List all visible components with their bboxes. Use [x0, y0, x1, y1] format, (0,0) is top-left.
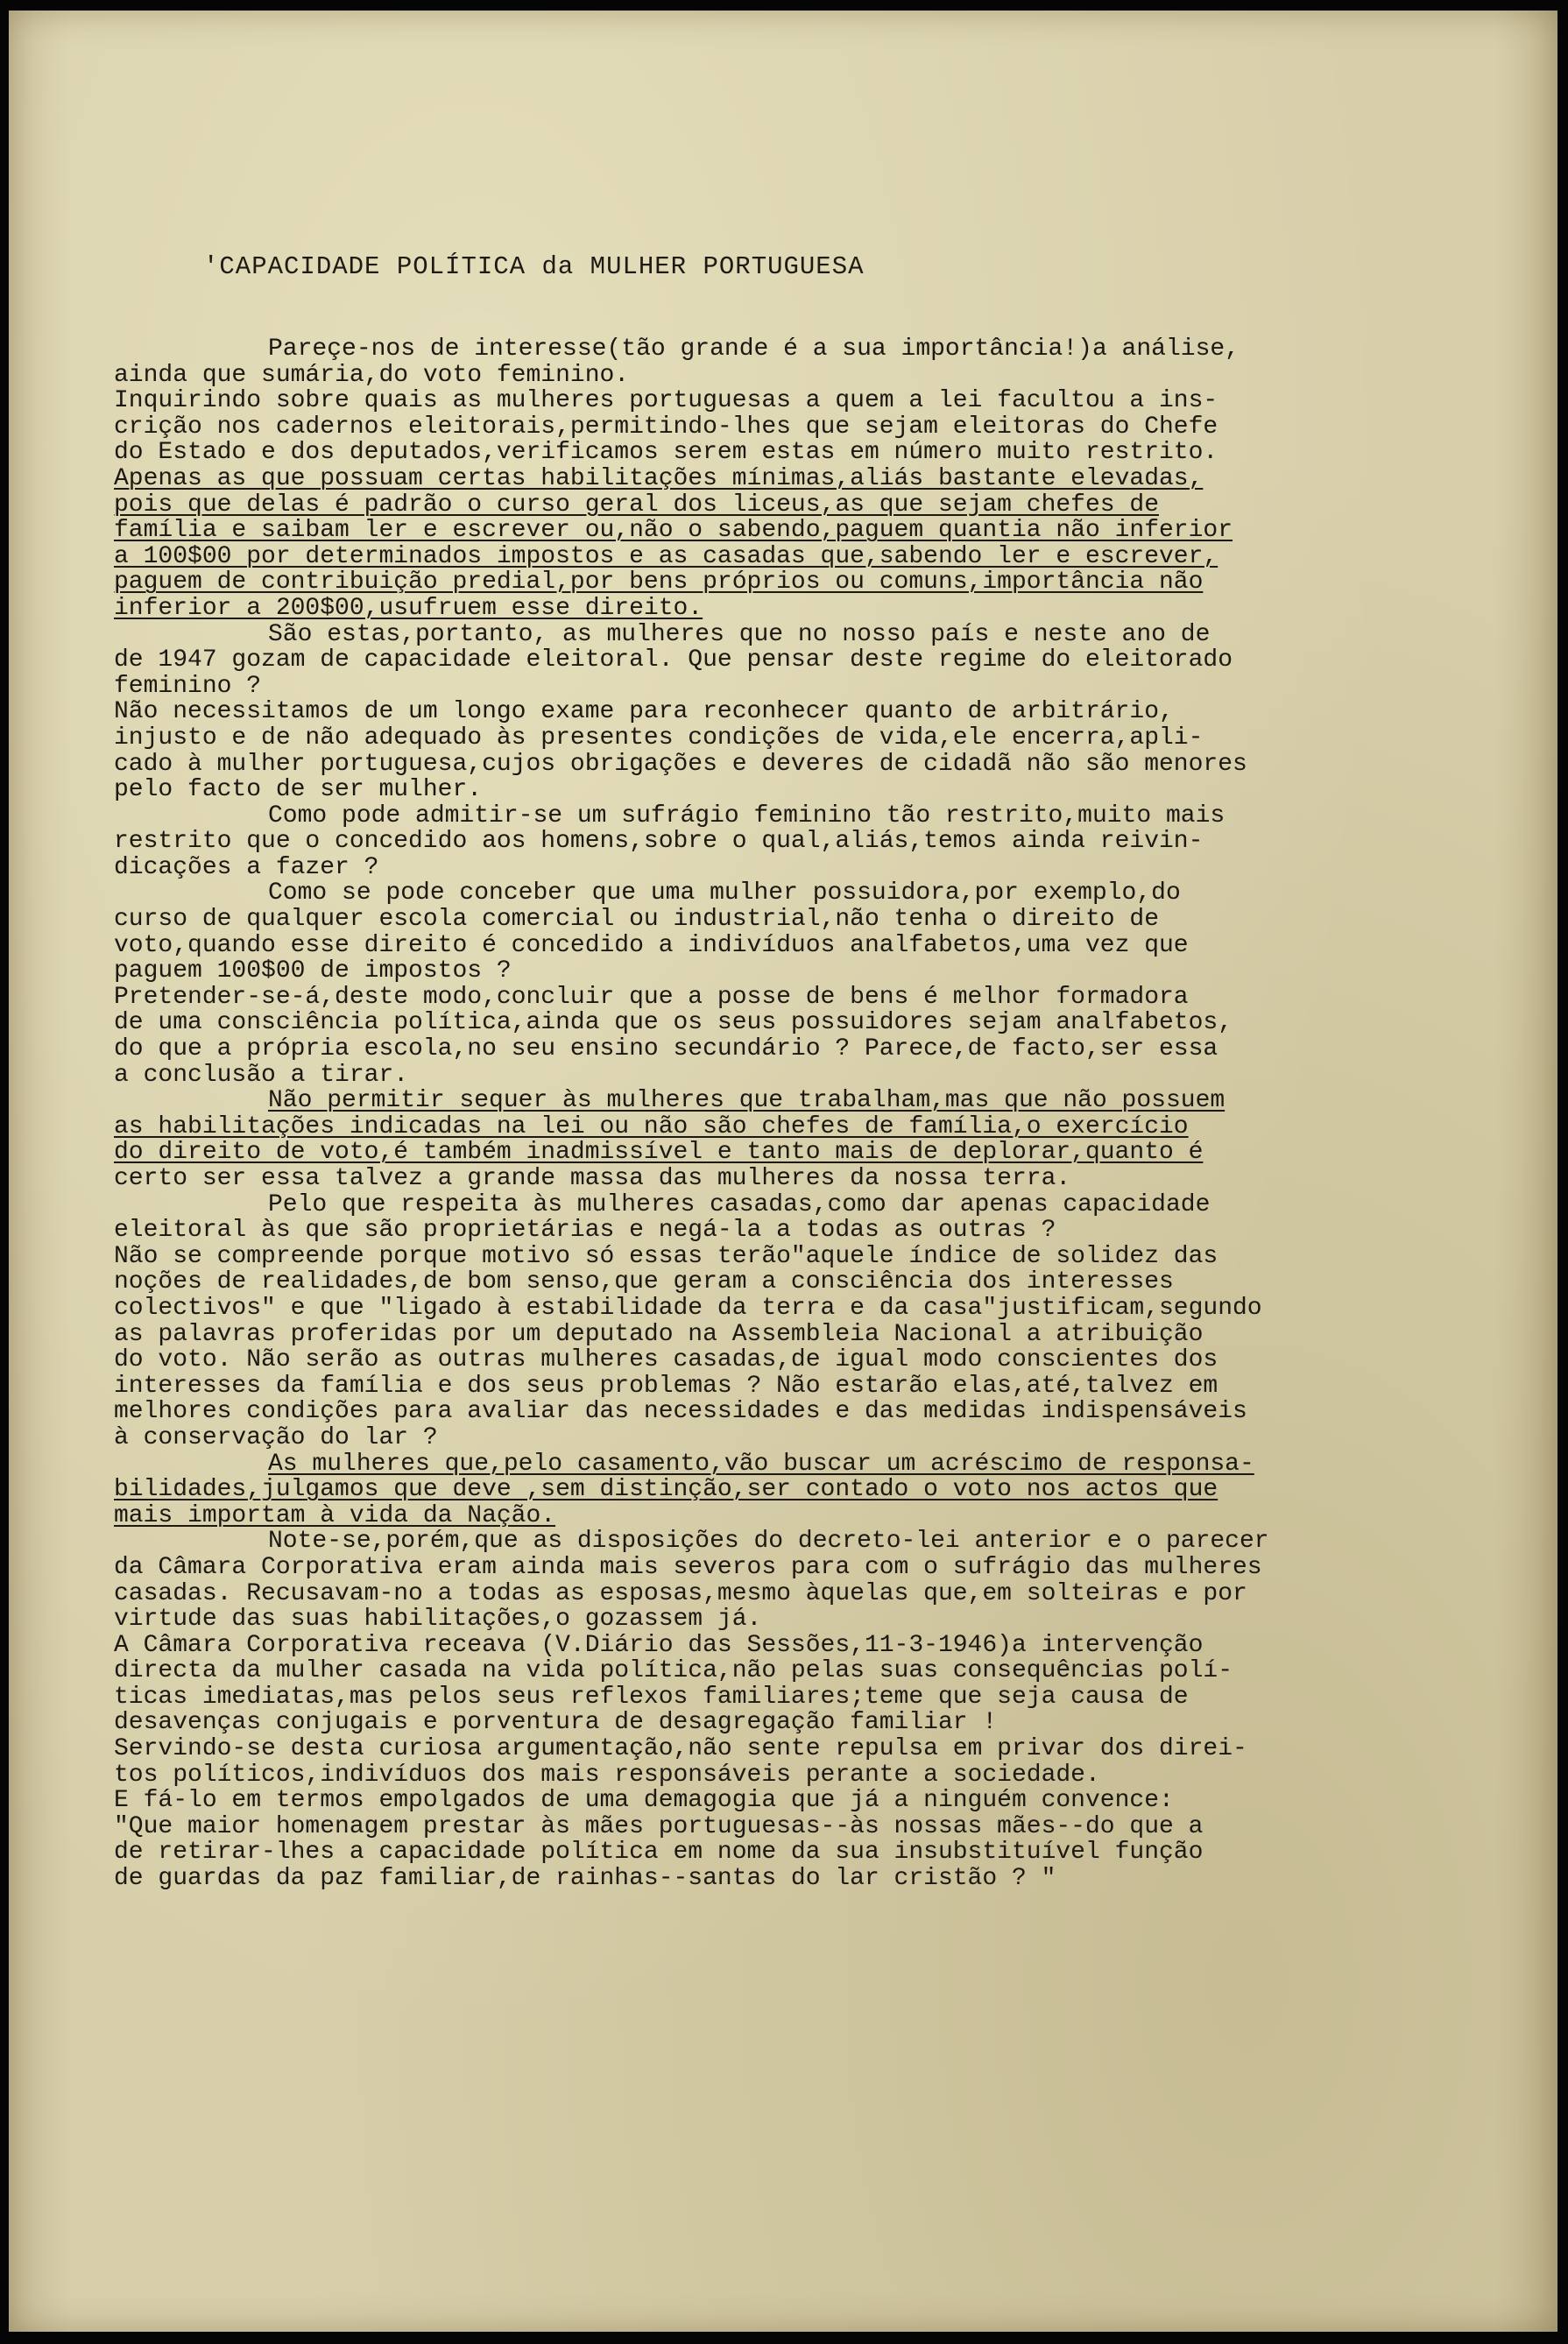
text-line: Não se compreende porque motivo só essas terão"aquele índice de solidez das [114, 1242, 1218, 1270]
text-line: colectivos" e que "ligado à estabilidade da terra e da casa"justificam,segundo [114, 1294, 1262, 1322]
text-line: da Câmara Corporativa eram ainda mais severos para com o sufrágio das mulheres [114, 1553, 1262, 1581]
text-line: "Que maior homenagem prestar às mães portuguesas--às nossas mães--do que a [114, 1812, 1204, 1840]
underlined-text: pois que delas é padrão o curso geral dos liceus,as que sejam chefes de [114, 491, 1159, 519]
page-title: 'CAPACIDADE POLÍTICA da MULHER PORTUGUESA [203, 252, 865, 281]
text-line [114, 596, 1480, 622]
text-line [114, 1140, 1480, 1166]
text-line [114, 1114, 1480, 1140]
text-line: Como se pode conceber que uma mulher possuidora,por exemplo,do [268, 879, 1181, 907]
text-line: crição nos cadernos eleitorais,permitindo-lhes que sejam eleitoras do Chefe [114, 413, 1218, 441]
text-line: virtude das suas habilitações,o gozassem já. [114, 1606, 762, 1634]
text-line: injusto e de não adequado às presentes condições de vida,ele encerra,apli- [114, 724, 1204, 752]
underlined-text: bilidades,julgamos que deve ,sem distinção,ser contado o voto nos actos que [114, 1476, 1218, 1504]
text-line [114, 518, 1480, 544]
text-line: feminino ? [114, 672, 262, 700]
text-line: a conclusão a tirar. [114, 1061, 409, 1089]
text-line [114, 544, 1480, 570]
text-line [114, 492, 1480, 519]
text-line [114, 1451, 1480, 1478]
text-line: do que a própria escola,no seu ensino secundário ? Parece,de facto,ser essa [114, 1035, 1218, 1063]
text-line: de 1947 gozam de capacidade eleitoral. Que pensar deste regime do eleitorado [114, 646, 1233, 674]
text-line [114, 1477, 1480, 1503]
text-line: Pelo que respeita às mulheres casadas,como dar apenas capacidade [268, 1190, 1211, 1218]
text-line: pelo facto de ser mulher. [114, 776, 483, 804]
text-line: curso de qualquer escola comercial ou industrial,não tenha o direito de [114, 906, 1159, 934]
text-line: de uma consciência política,ainda que os seus possuidores sejam analfabetos, [114, 1009, 1233, 1037]
underlined-text: do direito de voto,é também inadmissível e tanto mais de deplorar,quanto é [114, 1139, 1204, 1167]
text-line: ainda que sumária,do voto feminino. [114, 361, 630, 389]
document-page [9, 11, 1557, 2332]
text-line: à conservação do lar ? [114, 1423, 438, 1451]
document-body [114, 336, 1480, 1892]
underlined-text: a 100$00 por determinados impostos e as casadas que,sabendo ler e escrever, [114, 542, 1218, 570]
underlined-text: mais importam à vida da Nação. [114, 1501, 556, 1529]
text-line: dicações a fazer ? [114, 853, 379, 881]
underlined-text: as habilitações indicadas na lei ou não são chefes de família,o exercício [114, 1112, 1189, 1140]
text-line: Note-se,porém,que as disposições do decreto-lei anterior e o parecer [268, 1528, 1269, 1556]
text-line: de retirar-lhes a capacidade política em nome da sua insubstituível função [114, 1839, 1204, 1867]
text-line: Pretender-se-á,deste modo,concluir que a posse de bens é melhor formadora [114, 983, 1189, 1011]
text-line: ticas imediatas,mas pelos seus reflexos familiares;teme que seja causa de [114, 1683, 1189, 1711]
text-line: Pareçe-nos de interesse(tão grande é a sua importância!)a análise, [268, 335, 1240, 363]
underlined-text: As mulheres que,pelo casamento,vão buscar um acréscimo de responsa- [268, 1450, 1254, 1478]
text-line: tos políticos,indivíduos dos mais responsáveis perante a sociedade. [114, 1761, 1100, 1789]
text-line: casadas. Recusavam-no a todas as esposas,mesmo àquelas que,em solteiras e por [114, 1579, 1247, 1607]
text-line: cado à mulher portuguesa,cujos obrigações e deveres de cidadã não são menores [114, 750, 1247, 778]
text-line: voto,quando esse direito é concedido a indivíduos analfabetos,uma vez que [114, 931, 1189, 959]
underlined-text: família e saibam ler e escrever ou,não o sabendo,paguem quantia não inferior [114, 517, 1233, 545]
text-line: noções de realidades,de bom senso,que geram a consciência dos interesses [114, 1268, 1174, 1296]
text-line: do Estado e dos deputados,verificamos serem estas em número muito restrito. [114, 439, 1218, 467]
text-line: do voto. Não serão as outras mulheres casadas,de igual modo conscientes dos [114, 1346, 1218, 1374]
text-line [114, 466, 1480, 492]
text-line: eleitoral às que são proprietárias e negá-la a todas as outras ? [114, 1217, 1056, 1245]
text-line: São estas,portanto, as mulheres que no nosso país e neste ano de [268, 620, 1211, 648]
underlined-text: Apenas as que possuam certas habilitações mínimas,aliás bastante elevadas, [114, 464, 1204, 492]
underlined-text: inferior a 200$00,usufruem esse direito. [114, 594, 703, 622]
text-line: melhores condições para avaliar das necessidades e das medidas indispensáveis [114, 1398, 1247, 1426]
text-line: restrito que o concedido aos homens,sobre o qual,aliás,temos ainda reivin- [114, 828, 1204, 856]
text-line: Como pode admitir-se um sufrágio feminino tão restrito,muito mais [268, 801, 1225, 830]
text-line: Servindo-se desta curiosa argumentação,não sente repulsa em privar dos direi- [114, 1735, 1247, 1763]
text-line: certo ser essa talvez a grande massa das mulheres da nossa terra. [114, 1165, 1071, 1192]
text-line [114, 569, 1480, 596]
text-line: A Câmara Corporativa receava (V.Diário das Sessões,11-3-1946)a intervenção [114, 1631, 1204, 1659]
text-line: paguem 100$00 de impostos ? [114, 957, 512, 985]
text-line: interesses da família e dos seus problemas ? Não estarão elas,até,talvez em [114, 1372, 1218, 1400]
underlined-text: Não permitir sequer às mulheres que trabalham,mas que não possuem [268, 1087, 1225, 1115]
text-line: de guardas da paz familiar,de rainhas--santas do lar cristão ? " [114, 1865, 1056, 1893]
text-line: E fá-lo em termos empolgados de uma demagogia que já a ninguém convence: [114, 1787, 1174, 1815]
text-line: desavenças conjugais e porventura de desagregação familiar ! [114, 1709, 998, 1737]
text-line: as palavras proferidas por um deputado na Assembleia Nacional a atribuição [114, 1320, 1204, 1348]
text-line: Não necessitamos de um longo exame para reconhecer quanto de arbitrário, [114, 698, 1174, 726]
text-line [114, 1088, 1480, 1114]
text-line: directa da mulher casada na vida política,não pelas suas consequências polí- [114, 1657, 1233, 1685]
underlined-text: paguem de contribuição predial,por bens próprios ou comuns,importância não [114, 568, 1204, 597]
text-line: Inquirindo sobre quais as mulheres portuguesas a quem a lei facultou a ins- [114, 387, 1218, 415]
text-line [114, 1503, 1480, 1529]
